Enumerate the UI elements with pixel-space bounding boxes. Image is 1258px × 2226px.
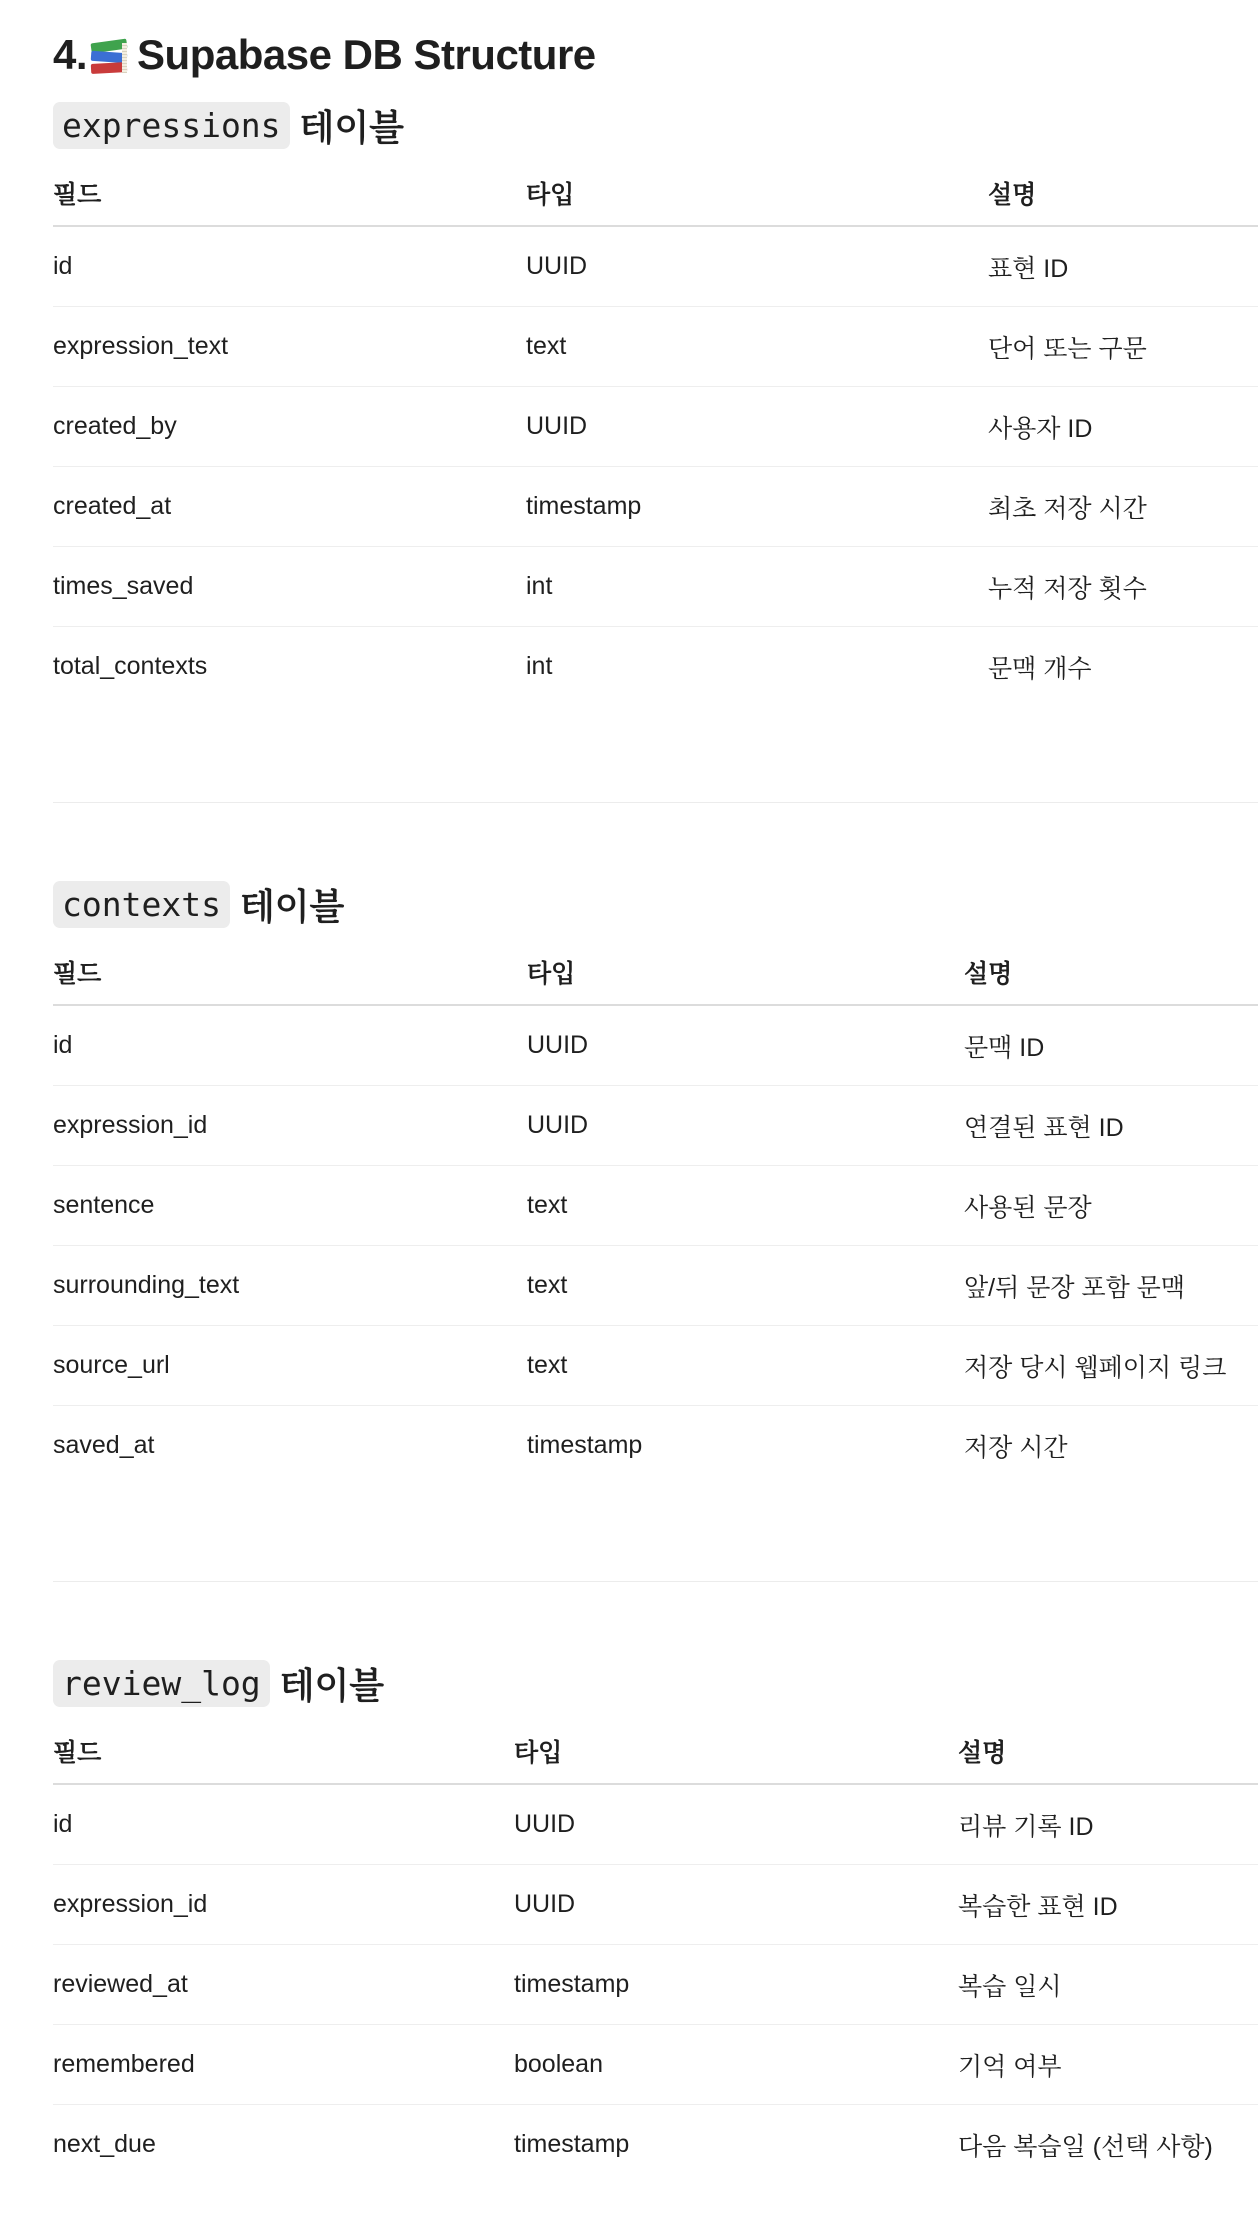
cell-description: 앞/뒤 문장 포함 문맥 [964, 1246, 1258, 1326]
cell-type: UUID [514, 1865, 958, 1945]
cell-field: sentence [53, 1166, 527, 1246]
cell-field: expression_id [53, 1086, 527, 1166]
cell-field: expression_id [53, 1865, 514, 1945]
section-contexts [53, 874, 1258, 1582]
cell-field: source_url [53, 1326, 527, 1406]
section-expressions [53, 95, 1258, 803]
cell-description: 누적 저장 횟수 [988, 547, 1258, 627]
cell-type: timestamp [514, 2130, 630, 2158]
table-row [53, 2105, 1258, 2185]
cell-description: 문맥 개수 [988, 654, 1092, 683]
table-row [53, 627, 1258, 707]
cell-type: text [527, 1326, 964, 1406]
cell-type: UUID [527, 1086, 964, 1166]
section-heading [53, 1653, 1258, 1713]
cell-type: text [526, 307, 988, 387]
cell-description: 사용자 ID [988, 387, 1258, 467]
cell-field: expression_text [53, 307, 526, 387]
schema-table-contexts [53, 940, 1258, 1485]
title-number: 4. [53, 31, 88, 78]
table-header-row [53, 940, 1258, 1005]
table-row [53, 547, 1258, 627]
table-row [53, 2025, 1258, 2105]
cell-field: saved_at [53, 1431, 155, 1459]
table-row [53, 1784, 1258, 1865]
table-suffix: 테이블 [299, 106, 404, 148]
cell-type: int [526, 652, 553, 680]
header-type: 타입 [514, 1719, 958, 1784]
cell-description: 리뷰 기록 ID [958, 1784, 1258, 1865]
cell-description: 표현 ID [988, 226, 1258, 307]
cell-type: text [527, 1246, 964, 1326]
cell-type: UUID [526, 226, 988, 307]
header-field: 필드 [53, 161, 526, 226]
cell-field: created_at [53, 467, 526, 547]
cell-field: id [53, 1784, 514, 1865]
cell-field: total_contexts [53, 652, 208, 680]
section-heading [53, 95, 1258, 155]
cell-field: next_due [53, 2130, 156, 2158]
schema-table-expressions [53, 161, 1258, 706]
cell-description: 문맥 ID [964, 1005, 1258, 1086]
cell-type: text [527, 1166, 964, 1246]
cell-description: 저장 당시 웹페이지 링크 [964, 1326, 1258, 1406]
table-row [53, 467, 1258, 547]
section-heading [53, 874, 1258, 934]
table-row [53, 1005, 1258, 1086]
table-header-row [53, 1719, 1258, 1784]
header-type: 타입 [526, 161, 988, 226]
cell-description: 단어 또는 구문 [988, 307, 1258, 387]
table-row [53, 226, 1258, 307]
header-description: 설명 [958, 1719, 1258, 1784]
table-row [53, 1166, 1258, 1246]
cell-type: boolean [514, 2025, 958, 2105]
table-name-code: contexts [53, 881, 230, 928]
section-review-log [53, 1653, 1258, 2184]
cell-type: UUID [526, 387, 988, 467]
schema-table-review-log [53, 1719, 1258, 2184]
cell-type: timestamp [527, 1431, 643, 1459]
cell-type: UUID [514, 1784, 958, 1865]
cell-field: remembered [53, 2025, 514, 2105]
table-row [53, 1086, 1258, 1166]
cell-field: id [53, 226, 526, 307]
cell-field: times_saved [53, 547, 526, 627]
table-suffix: 테이블 [279, 1664, 385, 1706]
page-title [53, 0, 1258, 84]
cell-description: 사용된 문장 [964, 1166, 1258, 1246]
cell-type: int [526, 547, 988, 627]
header-field: 필드 [53, 1719, 514, 1784]
cell-description: 다음 복습일 (선택 사항) [958, 2132, 1213, 2161]
books-icon [89, 35, 129, 75]
cell-field: surrounding_text [53, 1246, 527, 1326]
title-text: Supabase DB Structure [137, 31, 596, 78]
table-name-code: expressions [53, 102, 290, 149]
table-row [53, 387, 1258, 467]
table-row [53, 1406, 1258, 1486]
cell-field: id [53, 1005, 527, 1086]
section-divider [53, 802, 1258, 803]
table-suffix: 테이블 [239, 885, 345, 927]
cell-field: created_by [53, 387, 526, 467]
header-type: 타입 [527, 940, 964, 1005]
table-row [53, 1945, 1258, 2025]
cell-type: UUID [527, 1005, 964, 1086]
table-row [53, 1865, 1258, 1945]
table-name-code: review_log [53, 1660, 270, 1707]
cell-description: 연결된 표현 ID [964, 1086, 1258, 1166]
header-description: 설명 [988, 161, 1258, 226]
cell-description: 저장 시간 [964, 1433, 1068, 1462]
section-divider [53, 1581, 1258, 1582]
cell-type: timestamp [526, 467, 988, 547]
header-description: 설명 [964, 940, 1258, 1005]
table-row [53, 1326, 1258, 1406]
cell-description: 복습 일시 [958, 1945, 1258, 2025]
header-field: 필드 [53, 940, 527, 1005]
table-row [53, 307, 1258, 387]
table-row [53, 1246, 1258, 1326]
cell-description: 최초 저장 시간 [988, 467, 1258, 547]
cell-type: timestamp [514, 1945, 958, 2025]
cell-description: 기억 여부 [958, 2025, 1258, 2105]
cell-description: 복습한 표현 ID [958, 1865, 1258, 1945]
table-header-row [53, 161, 1258, 226]
cell-field: reviewed_at [53, 1945, 514, 2025]
